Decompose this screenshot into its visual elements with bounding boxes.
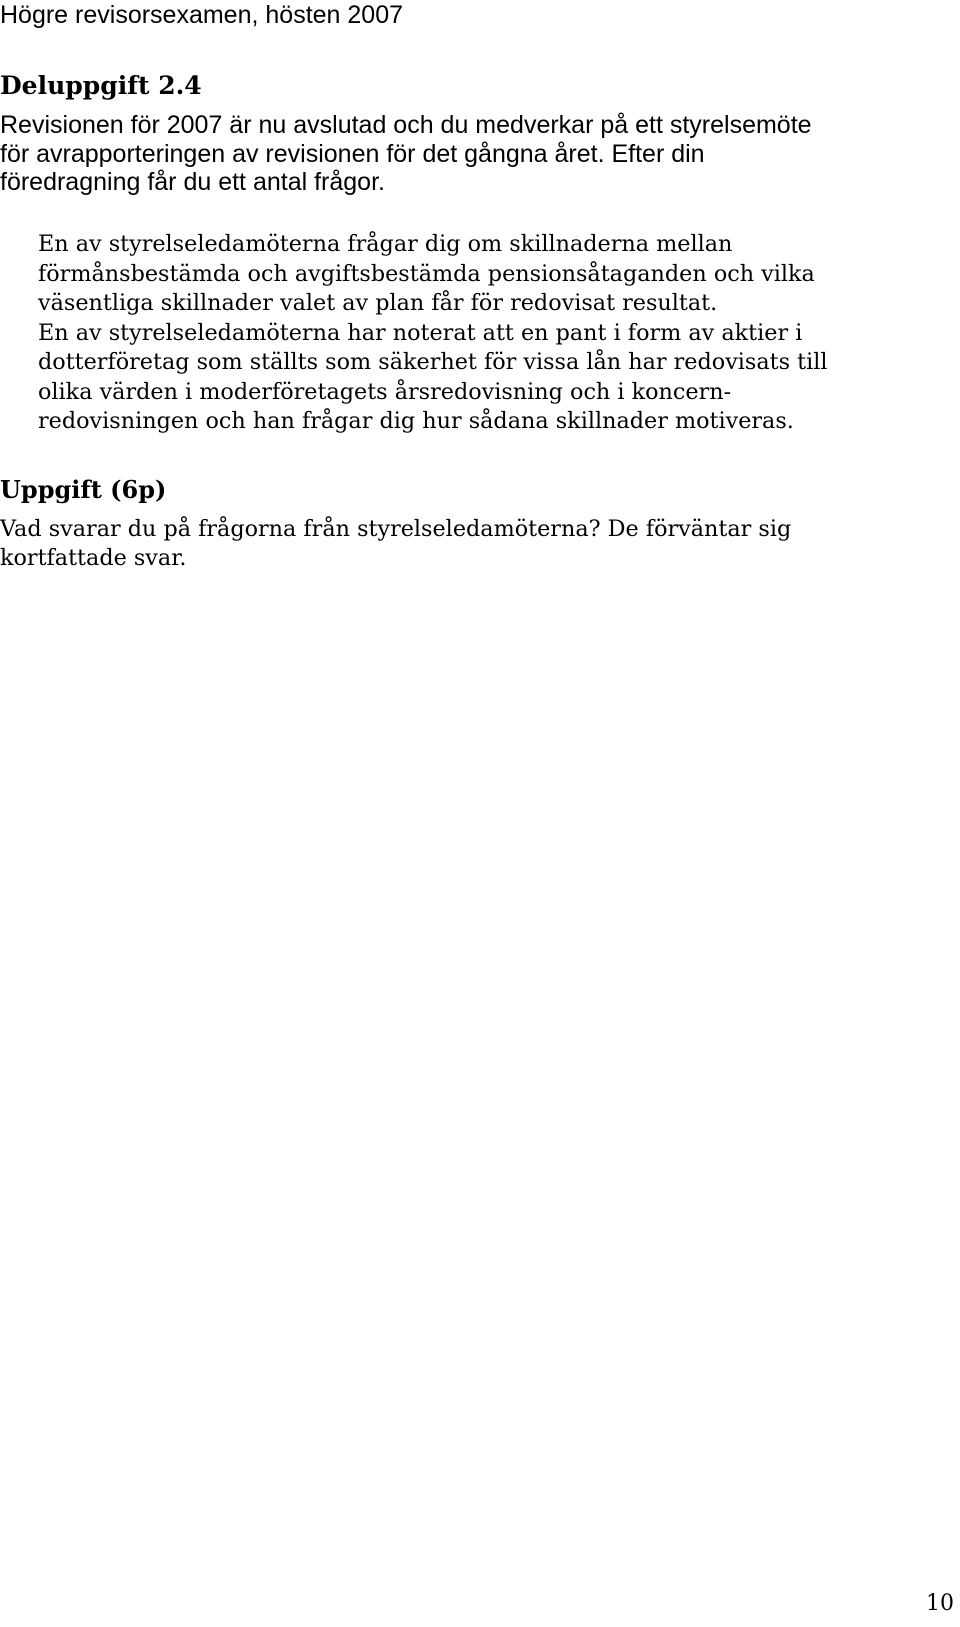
board-questions [38, 230, 948, 437]
intro-line: Revisionen för 2007 är nu avslutad och du medverkar på ett styrelsemöte [0, 111, 812, 139]
question-pledge [38, 319, 948, 437]
intro-line: för avrapporteringen av revisionen för det gångna året. Efter din [0, 139, 705, 168]
question-line: förmånsbestämda och avgiftsbestämda pensionsåtaganden och vilka [38, 260, 815, 287]
question-line: dotterföretag som ställts som säkerhet för vissa lån har redovisats till [38, 349, 828, 375]
question-line: redovisningen och han frågar dig hur sådana skillnader motiveras. [38, 408, 794, 434]
intro-line: föredragning får du ett antal frågor. [0, 168, 385, 196]
question-line: olika värden i moderföretagets årsredovisning och i koncern- [38, 378, 732, 405]
task-text [0, 515, 955, 573]
question-line: En av styrelseledamöterna har noterat att en pant i form av aktier i [38, 319, 803, 346]
subtask-title: Deluppgift 2.4 [0, 71, 202, 100]
task-line: kortfattade svar. [0, 545, 187, 571]
question-line: väsentliga skillnader valet av plan får för redovisat resultat. [38, 290, 718, 316]
page-number: 10 [926, 1591, 954, 1616]
task-title: Uppgift (6p) [0, 475, 167, 504]
intro-paragraph [0, 111, 955, 197]
task-line: Vad svarar du på frågorna från styrelseledamöterna? De förväntar sig [0, 516, 792, 542]
question-pensions [38, 230, 948, 319]
page-header: Högre revisorsexamen, hösten 2007 [0, 1, 404, 29]
question-line: En av styrelseledamöterna frågar dig om skillnaderna mellan [38, 231, 733, 257]
